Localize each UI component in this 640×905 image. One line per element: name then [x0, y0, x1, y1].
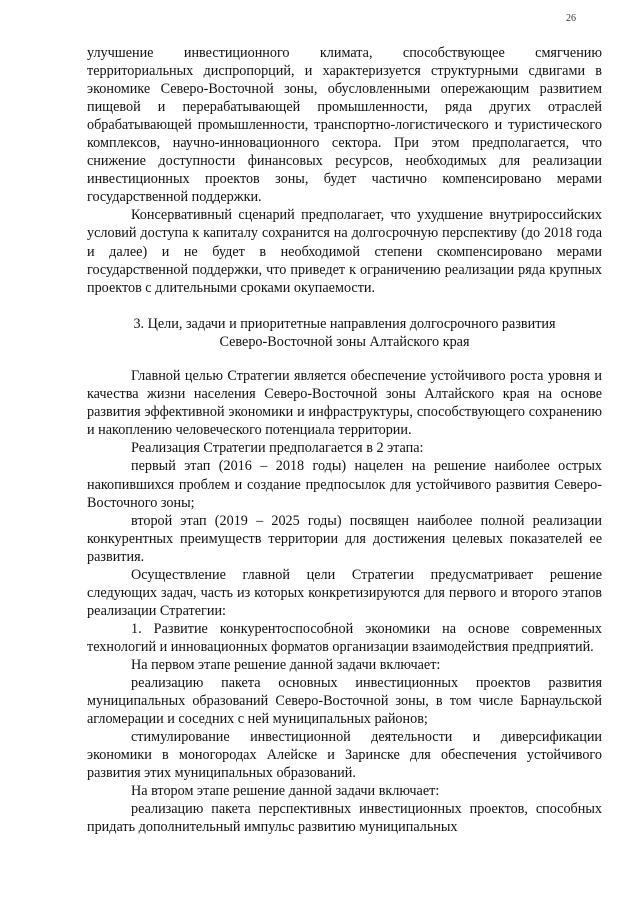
- document-body: [87, 44, 602, 836]
- section-heading: [87, 315, 602, 352]
- paragraph: второй этап (2019 – 2025 годы) посвящен наиболее полной реализации конкурентных преимуществ территории для достижения целевых показателей ее развития.: [87, 512, 602, 565]
- paragraph: 1. Развитие конкурентоспособной экономики на основе современных технологий и инновационных форматов организации взаимодействия предприятий.: [87, 620, 602, 655]
- paragraph: реализацию пакета перспективных инвестиционных проектов, способных придать дополнительный импульс развитию муниципальных: [87, 801, 602, 836]
- section-heading-line: 3. Цели, задачи и приоритетные направления долгосрочного развития: [133, 315, 556, 332]
- page-number: 26: [566, 13, 576, 24]
- section-heading-line: Северо-Восточной зоны Алтайского края: [219, 333, 470, 350]
- paragraph: реализацию пакета основных инвестиционных проектов развития муниципальных образований Северо-Восточной зоны, в том числе Барнаульской агломерации и соседних с ней муниципальных районов;: [87, 675, 602, 728]
- paragraph: Главной целью Стратегии является обеспечение устойчивого роста уровня и качества жизни населения Северо-Восточной зоны Алтайского края на основе развития эффективной экономики и инфраструктуры, способствующего сохранению и накоплению человеческого потенциала территории.: [87, 368, 602, 439]
- paragraph: Консервативный сценарий предполагает, что ухудшение внутрироссийских условий доступа к капиталу сохранится на долгосрочную перспективу (до 2018 года и далее) и не будет в необходимой степени скомпенсировано мерами государственной поддержки, что приведет к ограничению реализации ряда крупных проектов с длительными сроками окупаемости.: [87, 207, 602, 296]
- paragraph: первый этап (2016 – 2018 годы) нацелен на решение наиболее острых накопившихся проблем и создание предпосылок для устойчивого развития Северо-Восточного зоны;: [87, 458, 602, 511]
- paragraph: Осуществление главной цели Стратегии предусматривает решение следующих задач, часть из которых конкретизируются для первого и второго этапов реализации Стратегии:: [87, 566, 602, 619]
- paragraph: Реализация Стратегии предполагается в 2 этапа:: [131, 440, 424, 457]
- paragraph: улучшение инвестиционного климата, способствующее смягчению территориальных диспропорций, и характеризуется структурными сдвигами в экономике Северо-Восточной зоны, обусловленными опережающим развитием пищевой и перерабатывающей промышленности, ряда других отраслей обрабатывающей промышленности, транспортно-логистического и туристического комплексов, научно-инновационного сектора. При этом предполагается, что снижение доступности финансовых ресурсов, необходимых для реализации инвестиционных проектов зоны, будет частично компенсировано мерами государственной поддержки.: [87, 45, 602, 206]
- paragraph: стимулирование инвестиционной деятельности и диверсификации экономики в моногородах Алейске и Заринске для обеспечения устойчивого развития этих муниципальных образований.: [87, 729, 602, 782]
- paragraph: На втором этапе решение данной задачи включает:: [131, 783, 440, 800]
- paragraph: На первом этапе решение данной задачи включает:: [131, 657, 441, 673]
